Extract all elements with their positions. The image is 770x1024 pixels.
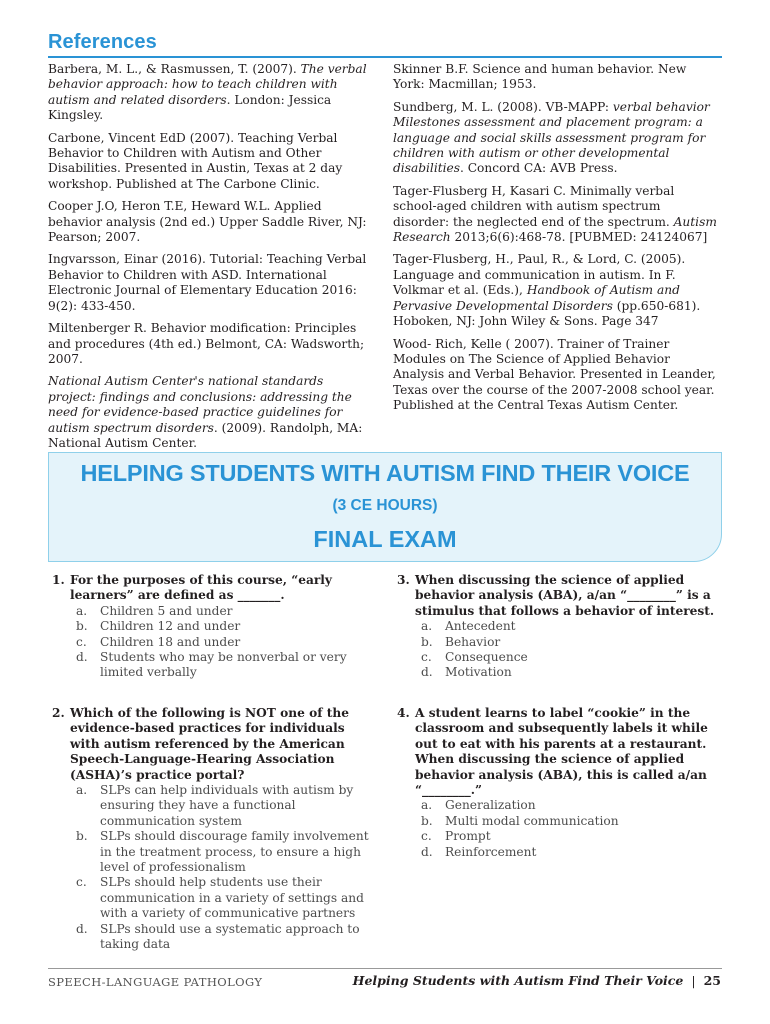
question-stem [52, 573, 378, 604]
reference-title: Autism Research [393, 214, 717, 245]
answer-option [76, 650, 378, 681]
question-stem [397, 573, 723, 619]
reference-title: verbal behavior Milestones assessment and placement program: a language and social skills assessment program for children with autism or other developmental disabilities [393, 99, 710, 176]
option-text: Students who may be nonverbal or very limited verbally [100, 650, 347, 680]
option-text: Generalization [445, 798, 536, 813]
option-text: Children 5 and under [100, 603, 233, 618]
footer-separator: | [691, 973, 696, 988]
reference-entry [48, 252, 374, 314]
question-block [52, 706, 378, 953]
option-text: SLPs should help students use their communication in a variety of settings and with a variety of communicative partners [100, 875, 364, 921]
answer-option [421, 814, 723, 829]
option-letter: c. [76, 875, 87, 890]
reference-text: Sundberg, M. L. (2008). VB-MAPP: [393, 99, 613, 114]
option-text: Children 18 and under [100, 634, 241, 649]
reference-text: Barbera, M. L., & Rasmussen, T. (2007). [48, 62, 301, 76]
option-text: SLPs can help individuals with autism by ensuring they have a functional communication system [100, 783, 354, 828]
answer-option [76, 635, 378, 650]
reference-text: Cooper J.O, Heron T.E, Heward W.L. Applied behavior analysis (2nd ed.) Upper Saddle River, NJ: Pearson; 2007. [48, 199, 367, 245]
reference-title: Handbook of Autism and Pervasive Developmental Disorders [393, 283, 680, 313]
reference-text: Tager-Flusberg, H., Paul, R., & Lord, C. (2005). Language and communication in autism. In F. Volkmar et al. (Eds.), [393, 252, 686, 298]
reference-entry [48, 374, 374, 451]
answer-option [421, 635, 723, 650]
option-text: SLPs should use a systematic approach to taking data [100, 921, 360, 952]
reference-text: Skinner B.F. Science and human behavior. New York: Macmillan; 1953. [393, 62, 687, 92]
answer-option [76, 875, 378, 921]
question-block [397, 573, 723, 681]
option-letter: a. [421, 798, 433, 813]
final-exam-label: FINAL EXAM [313, 526, 457, 552]
answer-option [76, 619, 378, 634]
question-number: 2. [52, 706, 65, 720]
reference-title: National Autism Center's national standards project: findings and conclusions: addressing the need for evidence-based practice guidelines for autism spectrum disorders [48, 374, 352, 435]
answer-option [421, 798, 723, 813]
question-text: For the purposes of this course, “early learners” are defined as _______. [70, 573, 333, 603]
question-text: Which of the following is NOT one of the evidence-based practices for individuals with autism referenced by the American Speech-Language-Hearing Association (ASHA)’s practice portal? [70, 706, 349, 782]
answer-option [421, 829, 723, 844]
reference-text: . Concord CA: AVB Press. [459, 161, 618, 176]
option-letter: b. [421, 634, 433, 649]
option-text: SLPs should discourage family involvement in the treatment process, to ensure a high level of professionalism [100, 829, 369, 875]
reference-text: Carbone, Vincent EdD (2007). Teaching Verbal Behavior to Children with Autism and Other Disabilities. Presented in Austin, Texas at 2 day workshop. Published at The Carbone Clinic. [48, 130, 343, 191]
answer-option [76, 829, 378, 875]
question-block [397, 706, 723, 860]
question-stem [52, 706, 378, 783]
question-number: 1. [52, 573, 65, 587]
reference-entry [393, 184, 719, 246]
reference-entry [393, 62, 719, 93]
references-divider [48, 56, 722, 58]
answer-option [76, 604, 378, 619]
reference-entry [48, 321, 374, 367]
reference-entry [393, 337, 719, 414]
option-text: Motivation [445, 665, 512, 680]
option-letter: a. [76, 783, 88, 798]
footer-section-label: SPEECH-LANGUAGE PATHOLOGY [48, 975, 263, 989]
answer-option [76, 922, 378, 953]
answer-option [421, 650, 723, 665]
option-letter: c. [421, 650, 432, 665]
option-letter: d. [76, 650, 88, 665]
references-right-column [393, 62, 719, 421]
footer-title-page [353, 973, 721, 988]
option-letter: a. [76, 603, 88, 618]
question-stem [397, 706, 723, 798]
reference-text: . (2009). Randolph, MA: National Autism Center. [48, 420, 363, 450]
reference-entry [393, 100, 719, 177]
reference-entry [48, 62, 374, 124]
reference-text: . London: Jessica Kingsley. [48, 92, 332, 123]
reference-text: Ingvarsson, Einar (2016). Tutorial: Teaching Verbal Behavior to Children with ASD. International Electronic Journal of Elementary Education 2016: 9(2): 433-450. [48, 252, 367, 313]
option-letter: d. [76, 921, 88, 936]
option-text: Behavior [445, 634, 501, 649]
option-letter: d. [421, 844, 433, 859]
answer-option [421, 619, 723, 634]
page-number: 25 [703, 973, 721, 988]
exam-subtitle: (3 CE HOURS) [332, 497, 438, 514]
reference-entry [48, 131, 374, 193]
option-letter: b. [76, 619, 88, 634]
question-text: A student learns to label “cookie” in the classroom and subsequently labels it while out to eat with his parents at a restaurant. When discussing the science of applied behavior analysis (ABA), this is called a/an “________.” [415, 706, 708, 798]
reference-entry [393, 252, 719, 329]
option-text: Prompt [445, 829, 491, 844]
references-heading: References [48, 31, 157, 53]
option-text: Consequence [445, 650, 528, 665]
exam-header-box [48, 452, 722, 562]
option-text: Children 12 and under [100, 619, 241, 634]
option-letter: b. [76, 829, 88, 844]
reference-text: Tager-Flusberg H, Kasari C. Minimally verbal school-aged children with autism spectrum disorder: the neglected end of the spectrum. [393, 183, 675, 229]
option-text: Multi modal communication [445, 813, 619, 828]
option-letter: c. [76, 634, 87, 649]
footer-course-title: Helping Students with Autism Find Their Voice [352, 973, 684, 988]
option-letter: c. [421, 829, 432, 844]
reference-title: The verbal behavior approach: how to teach children with autism and related disorders [48, 62, 367, 107]
question-block [52, 573, 378, 681]
exam-title: HELPING STUDENTS WITH AUTISM FIND THEIR VOICE [80, 460, 690, 486]
question-text: When discussing the science of applied behavior analysis (ABA), a/an “________” is a stimulus that follows a behavior of interest. [415, 573, 715, 618]
reference-entry [48, 199, 374, 245]
reference-text: Wood- Rich, Kelle ( 2007). Trainer of Trainer Modules on The Science of Applied Behavior Analysis and Verbal Behavior. Presented in Leander, Texas over the course of the 2007-2008 school year. Published at the Central Texas Autism Center. [393, 336, 716, 413]
reference-text: (pp.650-681). Hoboken, NJ: John Wiley & Sons. Page 347 [393, 298, 701, 329]
option-letter: a. [421, 619, 433, 634]
question-number: 3. [397, 573, 410, 587]
option-text: Reinforcement [445, 844, 537, 859]
reference-text: Miltenberger R. Behavior modification: Principles and procedures (4th ed.) Belmont, CA: Wadsworth; 2007. [48, 321, 365, 366]
footer-divider [48, 968, 722, 969]
question-number: 4. [397, 706, 410, 720]
option-text: Antecedent [445, 619, 516, 634]
option-letter: b. [421, 813, 433, 828]
references-left-column [48, 62, 374, 458]
reference-text: 2013;6(6):468-78. [PUBMED: 24124067] [450, 230, 708, 245]
answer-option [76, 783, 378, 829]
answer-option [421, 665, 723, 680]
option-letter: d. [421, 665, 433, 680]
answer-option [421, 845, 723, 860]
